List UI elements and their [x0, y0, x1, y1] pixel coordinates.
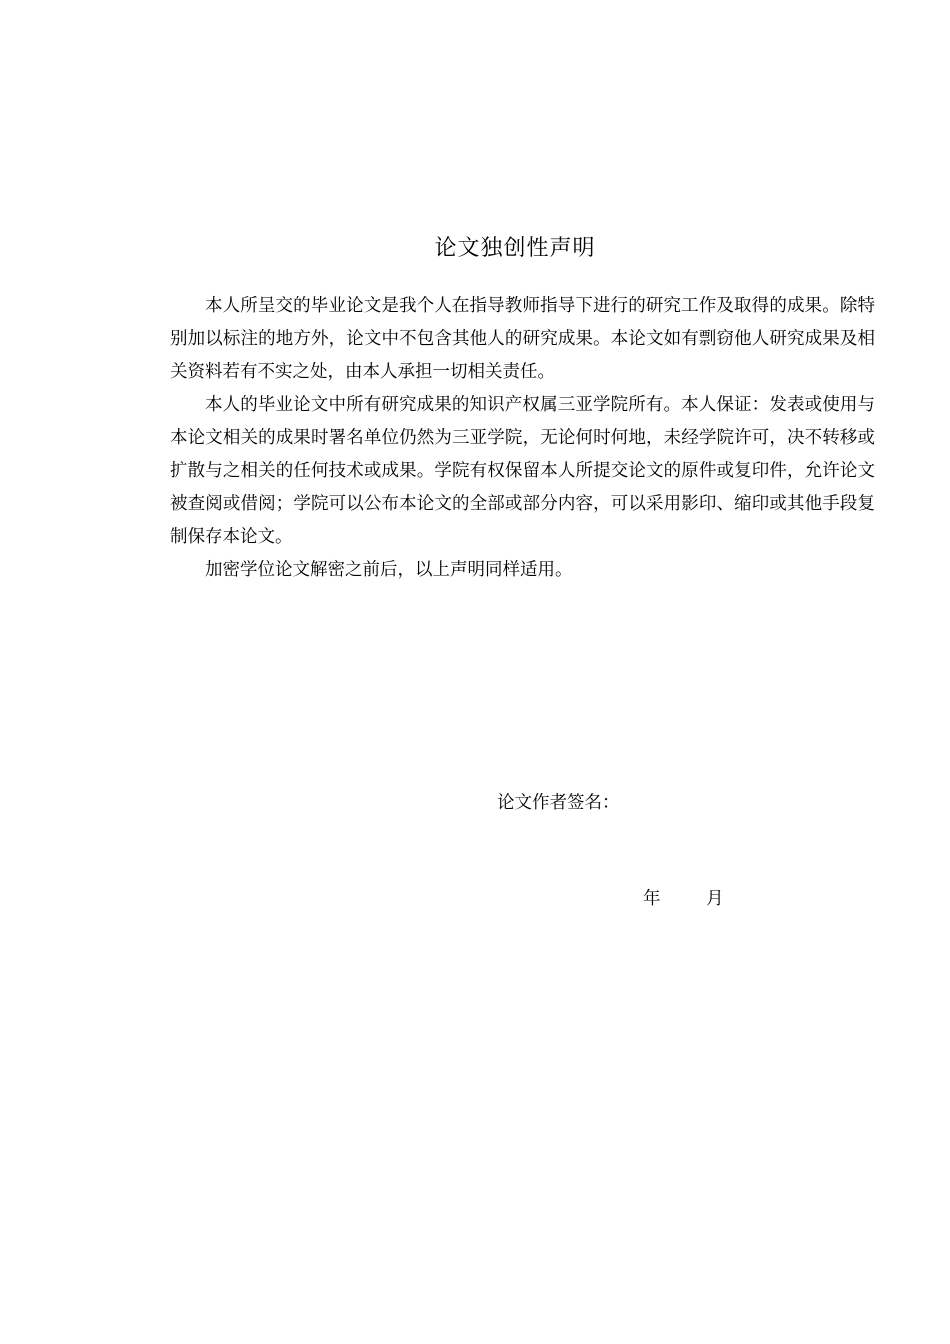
signature-label: 论文作者签名： — [497, 793, 620, 813]
declaration-paragraph-3: 加密学位论文解密之前后，以上声明同样适用。 — [205, 560, 573, 580]
page-title: 论文独创性声明 — [434, 236, 596, 261]
declaration-paragraph-1: 本人所呈交的毕业论文是我个人在指导教师指导下进行的研究工作及取得的成果。除特别加以标注的地方外，论文中不包含其他人的研究成果。本论文如有剽窃他人研究成果及相关资料若有不实之处，由本人承担一切相关责任。 — [170, 296, 875, 382]
date-line — [643, 884, 724, 914]
declaration-paragraph-2: 本人的毕业论文中所有研究成果的知识产权属三亚学院所有。本人保证：发表或使用与本论文相关的成果时署名单位仍然为三亚学院，无论何时何地，未经学院许可，决不转移或扩散与之相关的任何技术或成果。学院有权保留本人所提交论文的原件或复印件，允许论文被查阅或借阅；学院可以公布本论文的全部或部分内容，可以采用影印、缩印或其他手段复制保存本论文。 — [170, 395, 875, 547]
date-year-label: 年 — [643, 889, 661, 909]
declaration-body — [170, 290, 875, 587]
date-month-label: 月 — [706, 889, 724, 909]
